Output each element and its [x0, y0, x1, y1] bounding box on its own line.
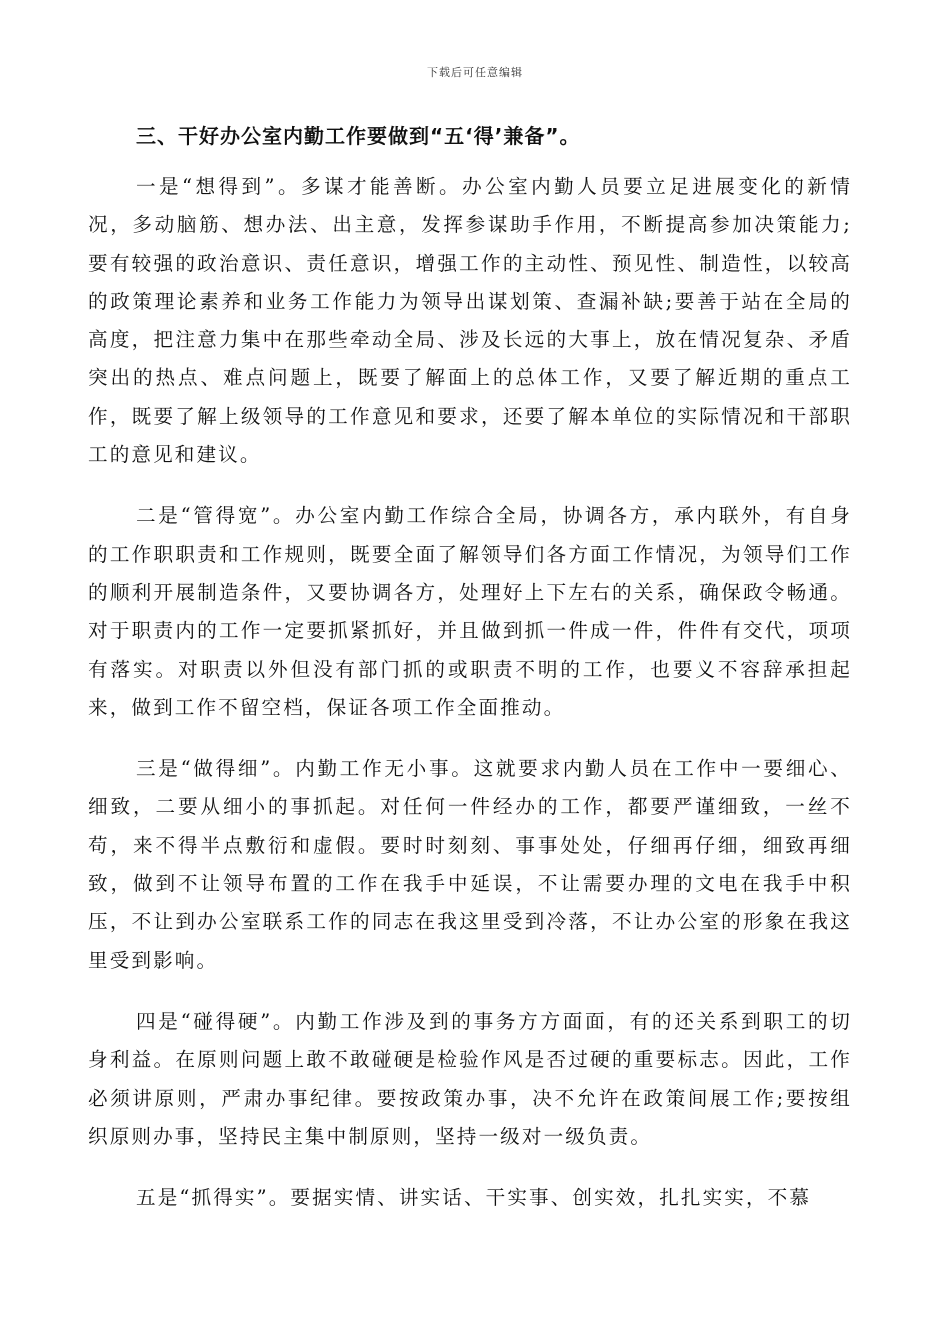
section-title: 三、干好办公室内勤工作要做到“五‘得’兼备”。: [136, 124, 581, 148]
paragraph-1: 一是“想得到”。多谋才能善断。办公室内勤人员要立足进展变化的新情况，多动脑筋、想办法、出主意，发挥参谋助手作用，不断提高参加决策能力;要有较强的政治意识、责任意识，增强工作的主动性、预见性、制造性，以较高的政策理论素养和业务工作能力为领导出谋划策、查漏补缺;要善于站在全局的高度，把注意力集中在那些牵动全局、涉及长远的大事上，放在情况复杂、矛盾突出的热点、难点问题上，既要了解面上的总体工作，又要了解近期的重点工作，既要了解上级领导的工作意见和要求，还要了解本单位的实际情况和干部职工的意见和建议。: [88, 175, 852, 467]
paragraph-3: 三是“做得细”。内勤工作无小事。这就要求内勤人员在工作中一要细心、细致，二要从细小的事抓起。对任何一件经办的工作，都要严谨细致，一丝不苟，来不得半点敷衍和虚假。要时时刻刻、事事处处，仔细再仔细，细致再细致，做到不让领导布置的工作在我手中延误，不让需要办理的文电在我手中积压，不让到办公室联系工作的同志在我这里受到冷落，不让办公室的形象在我这里受到影响。: [88, 757, 852, 972]
document-body: [88, 118, 852, 1240]
header-note: 下载后可任意编辑: [427, 66, 523, 79]
paragraph-2: 二是“管得宽”。办公室内勤工作综合全局，协调各方，承内联外，有自身的工作职职责和工作规则，既要全面了解领导们各方面工作情况，为领导们工作的顺利开展制造条件，又要协调各方，处理好上下左右的关系，确保政令畅通。对于职责内的工作一定要抓紧抓好，并且做到抓一件成一件，件件有交代，项项有落实。对职责以外但没有部门抓的或职责不明的工作，也要义不容辞承担起来，做到工作不留空档，保证各项工作全面推动。: [88, 504, 852, 719]
paragraph-5: 五是“抓得实”。要据实情、讲实话、干实事、创实效，扎扎实实，不慕: [136, 1186, 812, 1210]
paragraph-4: 四是“碰得硬”。内勤工作涉及到的事务方方面面，有的还关系到职工的切身利益。在原则问题上敢不敢碰硬是检验作风是否过硬的重要标志。因此，工作必须讲原则，严肃办事纪律。要按政策办事，决不允许在政策间展工作;要按组织原则办事，坚持民主集中制原则，坚持一级对一级负责。: [88, 1009, 852, 1148]
